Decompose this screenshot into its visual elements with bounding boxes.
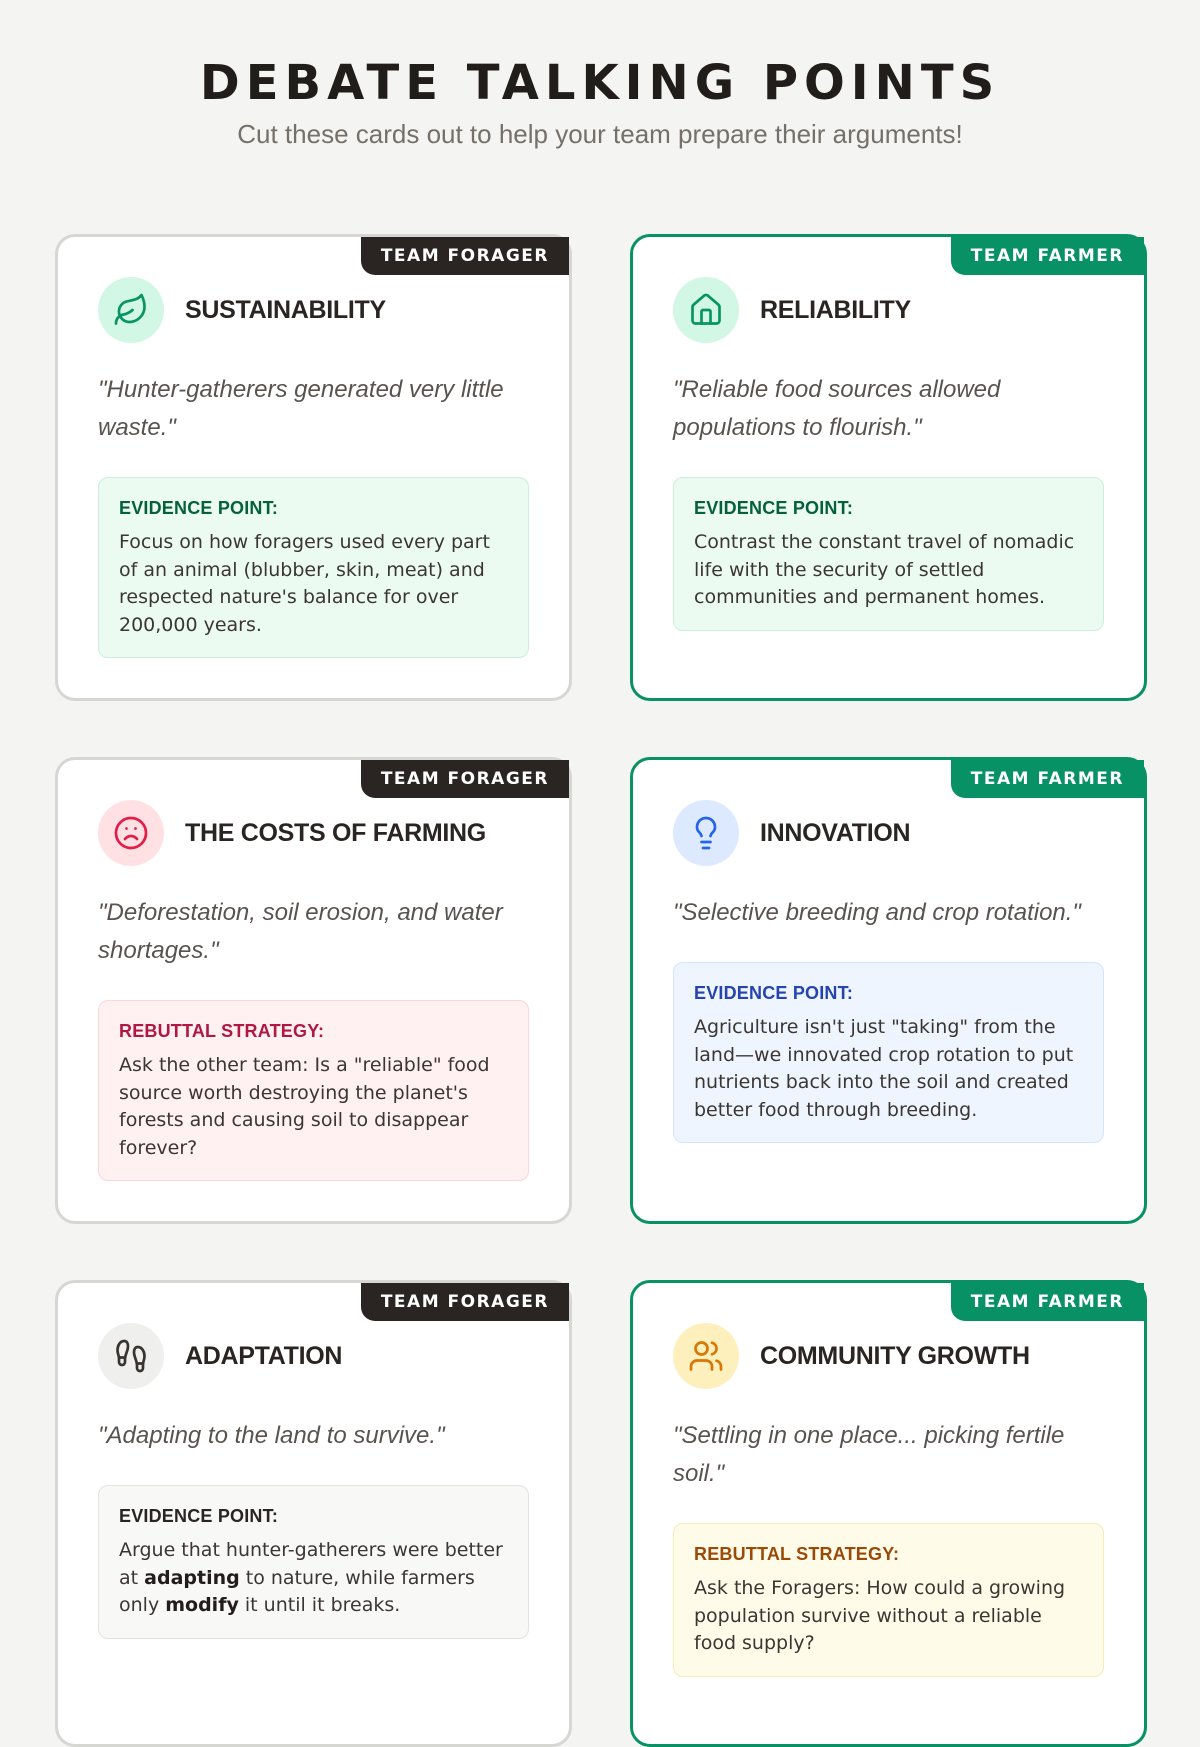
card-header	[98, 277, 529, 343]
leaf-icon	[98, 277, 164, 343]
card-title: SUSTAINABILITY	[185, 295, 386, 324]
page-subtitle: Cut these cards out to help your team prepare their arguments!	[237, 119, 963, 149]
team-farmer-tab: TEAM FARMER	[951, 760, 1144, 798]
box-label: EVIDENCE POINT:	[694, 983, 854, 1003]
box-text: Contrast the constant travel of nomadic life with the security of settled communities and permanent homes.	[694, 531, 1075, 608]
card-sustainability	[55, 234, 572, 701]
card-header	[673, 800, 1104, 866]
rebuttal-box	[98, 1000, 529, 1181]
box-text-part: to nature, while farmers only	[119, 1566, 475, 1616]
evidence-box	[98, 477, 529, 658]
card-quote: "Deforestation, soil erosion, and water shortages."	[98, 899, 503, 964]
box-text-part: Argue that hunter-gatherers were better at	[119, 1539, 503, 1589]
house-icon	[673, 277, 739, 343]
card-quote: "Reliable food sources allowed populations to flourish."	[673, 376, 1001, 441]
box-label: REBUTTAL STRATEGY:	[119, 1021, 325, 1041]
team-forager-tab: TEAM FORAGER	[361, 760, 569, 798]
rebuttal-box	[673, 1523, 1104, 1677]
box-text	[119, 1537, 508, 1620]
box-text-part: it until it breaks.	[238, 1594, 401, 1616]
box-label: EVIDENCE POINT:	[119, 1506, 279, 1526]
card-quote: "Hunter-gatherers generated very little waste."	[98, 376, 504, 441]
box-text-emphasis: adapting	[144, 1566, 240, 1589]
card-quote: "Selective breeding and crop rotation."	[673, 899, 1081, 926]
card-quote: "Adapting to the land to survive."	[98, 1422, 445, 1449]
footprints-icon	[98, 1323, 164, 1389]
evidence-box	[98, 1485, 529, 1639]
card-header	[673, 277, 1104, 343]
card-community-growth	[630, 1280, 1147, 1747]
card-title: ADAPTATION	[185, 1341, 343, 1370]
box-text-emphasis: modify	[165, 1594, 239, 1616]
box-text: Focus on how foragers used every part of an animal (blubber, skin, meat) and respected nature's balance for over 200,000 years.	[119, 531, 490, 636]
card-innovation	[630, 757, 1147, 1224]
box-label: EVIDENCE POINT:	[119, 498, 279, 518]
card-title: THE COSTS OF FARMING	[185, 818, 486, 847]
card-quote: "Settling in one place... picking fertile soil."	[673, 1422, 1065, 1487]
card-title: INNOVATION	[760, 818, 911, 847]
card-header	[98, 1323, 529, 1389]
team-forager-tab: TEAM FORAGER	[361, 1283, 569, 1321]
card-title: COMMUNITY GROWTH	[760, 1341, 1030, 1370]
card-costs-of-farming	[55, 757, 572, 1224]
box-text: Agriculture isn't just "taking" from the land—we innovated crop rotation to put nutrients back into the soil and created better food through breeding.	[694, 1016, 1074, 1121]
cards-grid	[55, 234, 1147, 1747]
card-header	[98, 800, 529, 866]
users-icon	[673, 1323, 739, 1389]
team-forager-tab: TEAM FORAGER	[361, 237, 569, 275]
page-title: DEBATE TALKING POINTS	[199, 55, 1001, 111]
box-label: EVIDENCE POINT:	[694, 498, 854, 518]
card-title: RELIABILITY	[760, 295, 911, 324]
team-farmer-tab: TEAM FARMER	[951, 1283, 1144, 1321]
lightbulb-icon	[673, 800, 739, 866]
evidence-box	[673, 477, 1104, 631]
card-reliability	[630, 234, 1147, 701]
team-farmer-tab: TEAM FARMER	[951, 237, 1144, 275]
box-label: REBUTTAL STRATEGY:	[694, 1544, 900, 1564]
card-header	[673, 1323, 1104, 1389]
card-adaptation	[55, 1280, 572, 1747]
box-text: Ask the other team: Is a "reliable" food source worth destroying the planet's forests and causing soil to disappear forever?	[119, 1054, 490, 1159]
page-header	[0, 0, 1200, 151]
frown-face-icon	[98, 800, 164, 866]
box-text: Ask the Foragers: How could a growing population survive without a reliable food supply?	[694, 1577, 1066, 1654]
evidence-box	[673, 962, 1104, 1143]
